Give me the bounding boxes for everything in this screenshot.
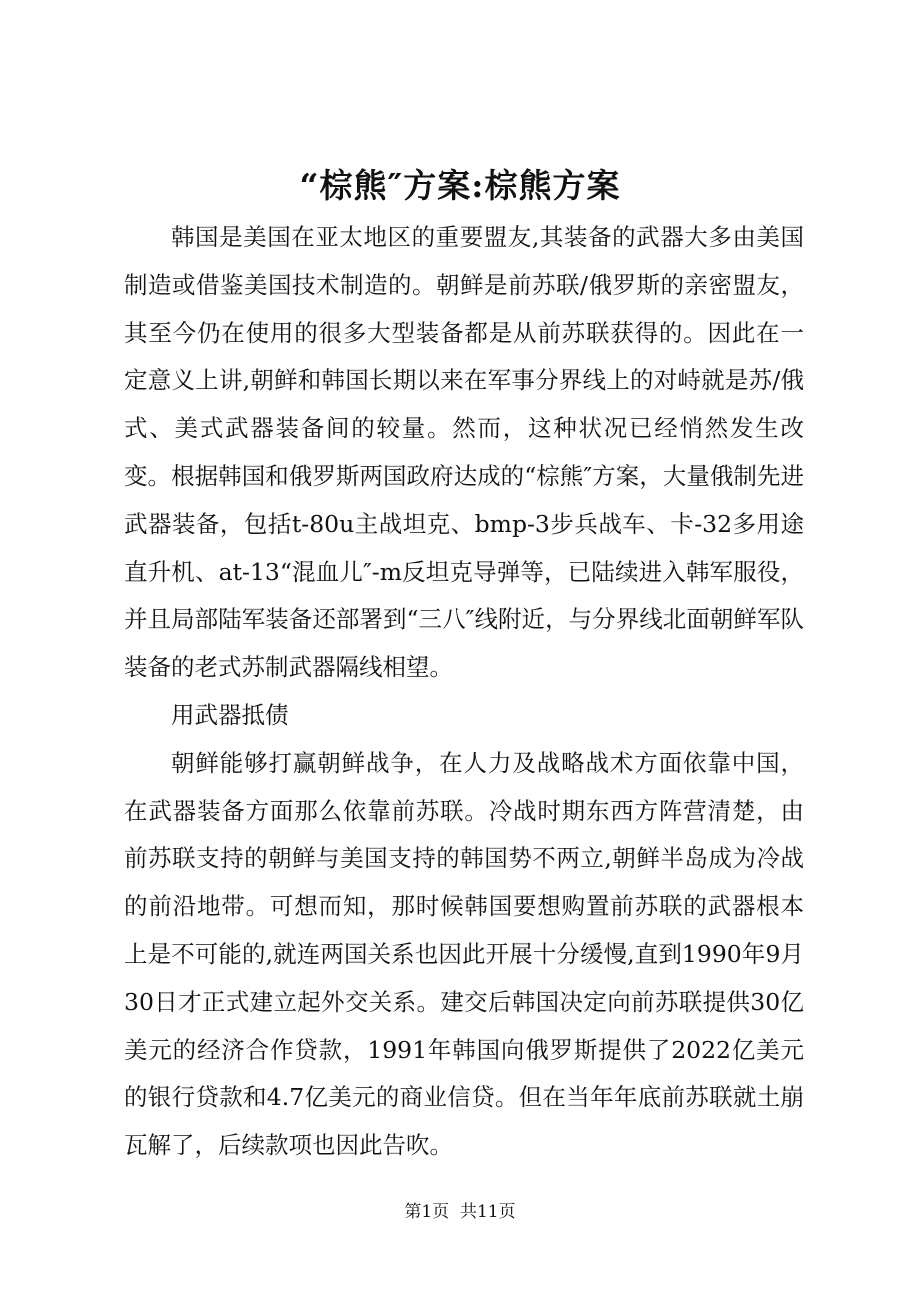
paragraph-intro: 韩国是美国在亚太地区的重要盟友,其装备的武器大多由美国制造或借鉴美国技术制造的。朝鲜是前苏联/俄罗斯的亲密盟友，其至今仍在使用的很多大型装备都是从前苏联获得的。因此在一定意义上讲,朝鲜和韩国长期以来在军事分界线上的对峙就是苏/俄式、美式武器装备间的较量。然而，这种状况已经悄然发生改变。根据韩国和俄罗斯两国政府达成的“棕熊″方案，大量俄制先进武器装备，包括t-80u主战坦克、bmp-3步兵战车、卡-32多用途直升机、at-13“混血儿″-m反坦克导弹等，已陆续进入韩军服役，并且局部陆军装备还部署到“三八″线附近，与分界线北面朝鲜军队装备的老式苏制武器隔线相望。 xyxy=(124,223,804,682)
page-number-label: 第1页 共11页 xyxy=(404,1202,516,1222)
page-footer xyxy=(0,1198,920,1226)
section-heading: 用武器抵债 xyxy=(171,700,289,729)
document-title: “棕熊″方案:棕熊方案 xyxy=(299,166,621,205)
document-body xyxy=(124,214,804,1170)
paragraph-history: 朝鲜能够打赢朝鲜战争，在人力及战略战术方面依靠中国，在武器装备方面那么依靠前苏联。冷战时期东西方阵营清楚，由前苏联支持的朝鲜与美国支持的韩国势不两立,朝鲜半岛成为冷战的前沿地带。可想而知，那时候韩国要想购置前苏联的武器根本上是不可能的,就连两国关系也因此开展十分缓慢,直到1990年9月30日才正式建立起外交关系。建交后韩国决定向前苏联提供30亿美元的经济合作贷款，1991年韩国向俄罗斯提供了2022亿美元的银行贷款和4.7亿美元的商业信贷。但在当年年底前苏联就土崩瓦解了，后续款项也因此告吹。 xyxy=(124,748,804,1160)
